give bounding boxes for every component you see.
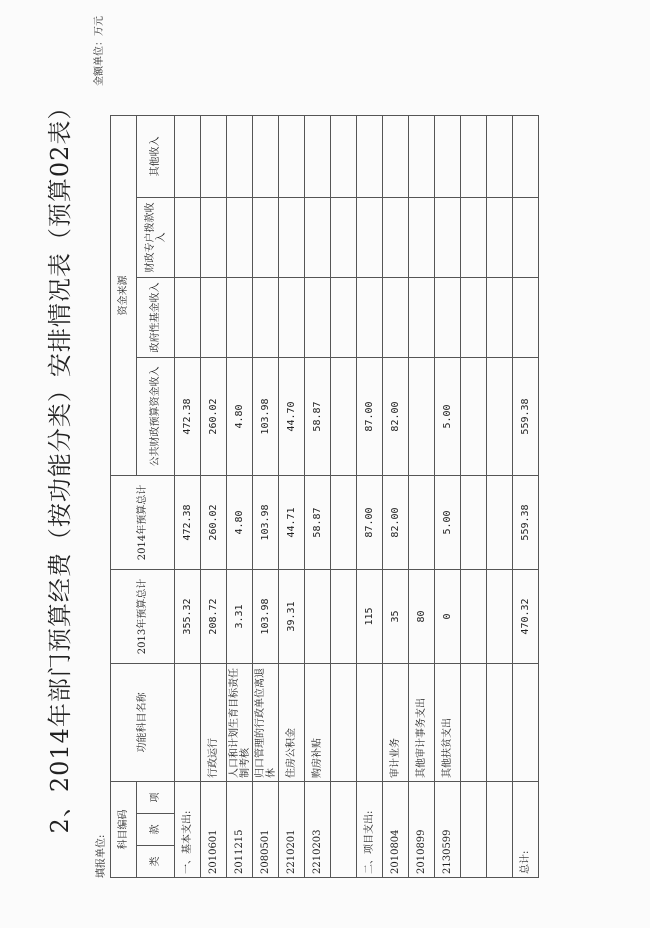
public-fiscal-cell: 4.80: [227, 358, 253, 476]
header-lei: 类: [137, 846, 175, 878]
public-fiscal-cell: 472.38: [175, 358, 201, 476]
special-account-cell: [513, 198, 539, 278]
special-account-cell: [227, 198, 253, 278]
other-income-cell: [175, 116, 201, 198]
gov-fund-cell: [409, 278, 435, 358]
budget-2013-cell: 115: [357, 570, 383, 664]
header-funding-source: 资金来源: [111, 116, 137, 476]
other-income-cell: [461, 116, 487, 198]
budget-2013-cell: 35: [383, 570, 409, 664]
budget-2014-cell: 58.87: [305, 476, 331, 570]
gov-fund-cell: [175, 278, 201, 358]
page-title: 2、2014年部门预算经费（按功能分类）安排情况表（预算02表）: [46, 94, 74, 834]
gov-fund-cell: [279, 278, 305, 358]
budget-2013-cell: [305, 570, 331, 664]
other-income-cell: [331, 116, 357, 198]
other-income-cell: [435, 116, 461, 198]
special-account-cell: [383, 198, 409, 278]
table-row: [227, 116, 253, 878]
function-name-cell: 其他审计事务支出: [409, 664, 435, 782]
code-cell: 2080501: [253, 782, 279, 878]
other-income-cell: [279, 116, 305, 198]
budget-2014-cell: 44.71: [279, 476, 305, 570]
budget-table: [110, 115, 539, 878]
budget-2014-cell: 82.00: [383, 476, 409, 570]
code-cell: [331, 782, 357, 878]
budget-2013-cell: 39.31: [279, 570, 305, 664]
budget-2013-cell: 470.32: [513, 570, 539, 664]
code-cell: 2210203: [305, 782, 331, 878]
gov-fund-cell: [227, 278, 253, 358]
special-account-cell: [279, 198, 305, 278]
table-row: [409, 116, 435, 878]
gov-fund-cell: [487, 278, 513, 358]
budget-2013-cell: [487, 570, 513, 664]
budget-2014-cell: 472.38: [175, 476, 201, 570]
table-row: [253, 116, 279, 878]
gov-fund-cell: [305, 278, 331, 358]
table-row: [383, 116, 409, 878]
public-fiscal-cell: [487, 358, 513, 476]
special-account-cell: [487, 198, 513, 278]
other-income-cell: [201, 116, 227, 198]
function-name-cell: [357, 664, 383, 782]
function-name-cell: [331, 664, 357, 782]
header-kuan: 款: [137, 814, 175, 846]
function-name-cell: 归口管理的行政单位离退休: [253, 664, 279, 782]
code-cell: 2011215: [227, 782, 253, 878]
budget-2013-cell: [461, 570, 487, 664]
public-fiscal-cell: [331, 358, 357, 476]
header-name: 功能科目名称: [111, 664, 175, 782]
budget-2013-cell: 103.98: [253, 570, 279, 664]
code-cell: 2210201: [279, 782, 305, 878]
other-income-cell: [305, 116, 331, 198]
header-public-fiscal: 公共财政预算资金收入: [137, 358, 175, 476]
special-account-cell: [435, 198, 461, 278]
code-cell: 2010601: [201, 782, 227, 878]
public-fiscal-cell: 260.02: [201, 358, 227, 476]
code-cell: [487, 782, 513, 878]
budget-2014-cell: [331, 476, 357, 570]
budget-2014-cell: 4.80: [227, 476, 253, 570]
header-xiang: 项: [137, 782, 175, 814]
public-fiscal-cell: 44.70: [279, 358, 305, 476]
header-other-income: 其他收入: [137, 116, 175, 198]
header-2013: 2013年预算总计: [111, 570, 175, 664]
code-cell: 一、基本支出:: [175, 782, 201, 878]
budget-2013-cell: 80: [409, 570, 435, 664]
function-name-cell: [487, 664, 513, 782]
special-account-cell: [409, 198, 435, 278]
table-row: [201, 116, 227, 878]
public-fiscal-cell: 559.38: [513, 358, 539, 476]
public-fiscal-cell: [409, 358, 435, 476]
budget-2014-cell: 5.00: [435, 476, 461, 570]
special-account-cell: [331, 198, 357, 278]
header-2014: 2014年预算总计: [111, 476, 175, 570]
table-row: [305, 116, 331, 878]
other-income-cell: [227, 116, 253, 198]
gov-fund-cell: [461, 278, 487, 358]
other-income-cell: [487, 116, 513, 198]
table-row: [331, 116, 357, 878]
other-income-cell: [513, 116, 539, 198]
special-account-cell: [357, 198, 383, 278]
function-name-cell: 购房补贴: [305, 664, 331, 782]
header-gov-fund: 政府性基金收入: [137, 278, 175, 358]
table-row: [175, 116, 201, 878]
public-fiscal-cell: [461, 358, 487, 476]
other-income-cell: [409, 116, 435, 198]
function-name-cell: 审计业务: [383, 664, 409, 782]
budget-2014-cell: [409, 476, 435, 570]
filler-unit-label: 填报单位:: [96, 834, 107, 878]
special-account-cell: [201, 198, 227, 278]
code-cell: 总计:: [513, 782, 539, 878]
special-account-cell: [461, 198, 487, 278]
amount-unit-label: 金额单位：万元: [94, 16, 105, 86]
header-code: 科目编码: [111, 782, 137, 878]
public-fiscal-cell: 5.00: [435, 358, 461, 476]
code-cell: 2010804: [383, 782, 409, 878]
table-row: [279, 116, 305, 878]
gov-fund-cell: [201, 278, 227, 358]
budget-2013-cell: 3.31: [227, 570, 253, 664]
budget-2013-cell: [331, 570, 357, 664]
public-fiscal-cell: 103.98: [253, 358, 279, 476]
table-row: [487, 116, 513, 878]
special-account-cell: [175, 198, 201, 278]
budget-2014-cell: 559.38: [513, 476, 539, 570]
code-cell: 2010899: [409, 782, 435, 878]
gov-fund-cell: [331, 278, 357, 358]
function-name-cell: 其他扶贫支出: [435, 664, 461, 782]
public-fiscal-cell: 87.00: [357, 358, 383, 476]
gov-fund-cell: [513, 278, 539, 358]
other-income-cell: [253, 116, 279, 198]
budget-2013-cell: 0: [435, 570, 461, 664]
public-fiscal-cell: 82.00: [383, 358, 409, 476]
budget-2014-cell: 103.98: [253, 476, 279, 570]
code-cell: 2130599: [435, 782, 461, 878]
budget-2014-cell: [487, 476, 513, 570]
code-cell: 二、项目支出:: [357, 782, 383, 878]
other-income-cell: [357, 116, 383, 198]
table-row: [435, 116, 461, 878]
budget-2014-cell: [461, 476, 487, 570]
special-account-cell: [305, 198, 331, 278]
table-row: [461, 116, 487, 878]
table-row: [513, 116, 539, 878]
special-account-cell: [253, 198, 279, 278]
budget-2013-cell: 355.32: [175, 570, 201, 664]
header-special-account: 财政专户拨款收入: [137, 198, 175, 278]
public-fiscal-cell: 58.87: [305, 358, 331, 476]
function-name-cell: [513, 664, 539, 782]
gov-fund-cell: [253, 278, 279, 358]
function-name-cell: 行政运行: [201, 664, 227, 782]
code-cell: [461, 782, 487, 878]
budget-2013-cell: 208.72: [201, 570, 227, 664]
table-row: [357, 116, 383, 878]
function-name-cell: [461, 664, 487, 782]
gov-fund-cell: [435, 278, 461, 358]
function-name-cell: 住房公积金: [279, 664, 305, 782]
budget-2014-cell: 260.02: [201, 476, 227, 570]
other-income-cell: [383, 116, 409, 198]
budget-2014-cell: 87.00: [357, 476, 383, 570]
gov-fund-cell: [383, 278, 409, 358]
function-name-cell: 人口和计划生育目标责任制考核: [227, 664, 253, 782]
function-name-cell: [175, 664, 201, 782]
gov-fund-cell: [357, 278, 383, 358]
